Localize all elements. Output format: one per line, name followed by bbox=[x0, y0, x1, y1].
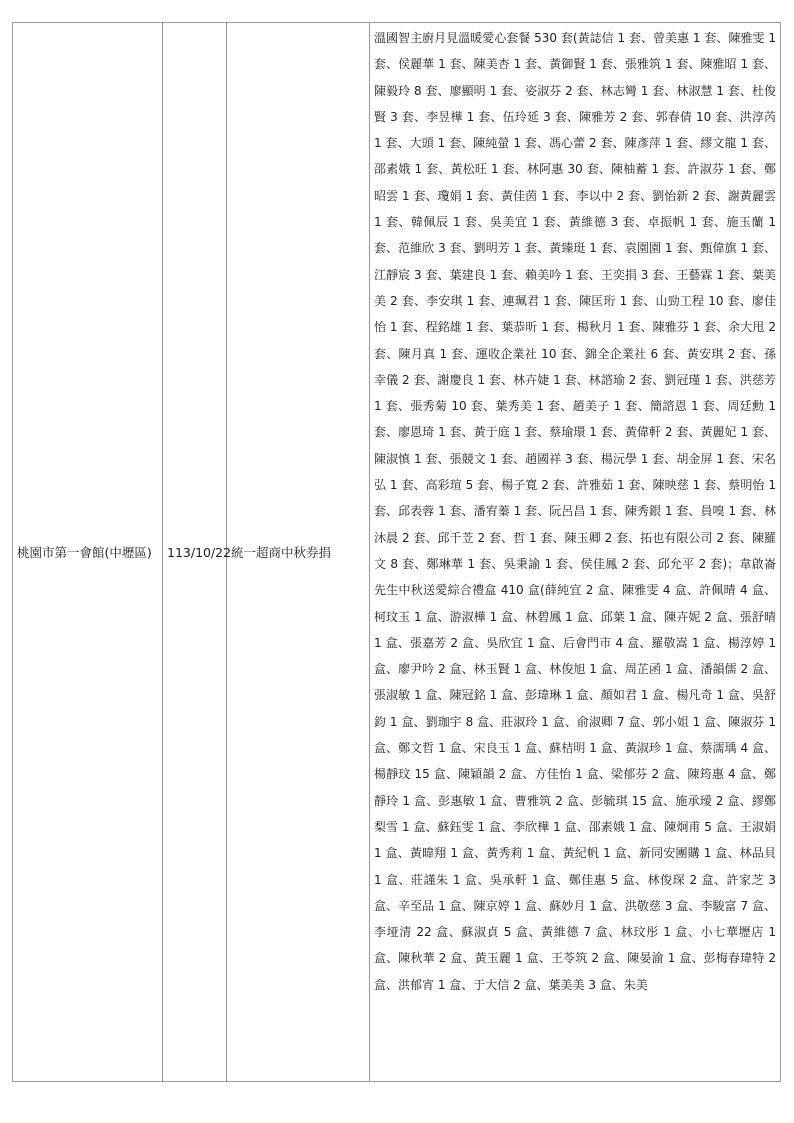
table-row bbox=[13, 23, 781, 1082]
donation-detail: 溫國智主廚月見溫暖愛心套餐 530 套(黃誌信 1 套、曾美惠 1 套、陳雅雯 1 套、侯麗華 1 套、陳美杏 1 套、黃御賢 1 套、張雅筑 1 套、陳雅昭 1 套、陳毅玲 8 套、廖顯明 1 套、姿淑芬 2 套、林志彎 1 套、林淑慧 1 套、杜俊賢 3 套、李昱樺 1 套、伍玲延 3 套、陳雅芳 2 套、郭春倩 10 套、洪淳芮 1 套、大頭 1 套、陳純螢 1 套、馮心蕾 2 套、陳彥萍 1 套、繆文龍 1 套、邵素娥 1 套、黃松旺 1 套、林阿惠 30 套、陳柚蓄 1 套、許淑芬 1 套、鄭昭雲 1 套、瓊娟 1 套、黃佳茵 1 套、李以中 2 套、劉怡新 2 套、謝黃麗雲 1 套、韓佩辰 1 套、吳美宜 1 套、黃維德 3 套、卓振帆 1 套、施玉蘭 1 套、范維欣 3 套、劉明芳 1 套、黃臻珽 1 套、袁園園 1 套、甄偉旗 1 套、江靜宸 3 套、葉建良 1 套、賴美吟 1 套、王奕捐 3 套、王藝霖 1 套、葉美美 2 套、李安琪 1 套、連珮君 1 套、陳匡珩 1 套、山勁工程 10 套、廖佳怡 1 套、程銘雄 1 套、葉恭昕 1 套、楊秋月 1 套、陳雅芬 1 套、余大甩 2 套、陳月真 1 套、運收企業社 10 套、錦全企業社 6 套、黃安琪 2 套、孫幸儀 2 套、謝慶良 1 套、林卉婕 1 套、林諮瑜 2 套、劉冠瑾 1 套、洪慈芳 1 套、張秀菊 10 套、葉秀美 1 套、趙美子 1 套、簡諮恩 1 套、周廷勳 1 套、廖恩琦 1 套、黃于庭 1 套、蔡瑜環 1 套、黃偉軒 2 套、黃麗妃 1 套、陳淑慎 1 套、張競文 1 套、趙國祥 3 套、楊沅學 1 套、胡金屏 1 套、宋名弘 1 套、高彩瑄 5 套、楊子寬 2 套、許雅茹 1 套、陳映慈 1 套、蔡明怡 1 套、邱表蓉 1 套、潘宥蓁 1 套、阮呂昌 1 套、陳秀銀 1 套、員嗅 1 套、林沐晨 2 套、邱千苙 2 套、哲 1 套、陳玉卿 2 套、拓也有限公司 2 套、陳羅文 8 套、鄭琳華 1 套、吳秉諭 1 套、侯佳鳳 2 套、邱允平 2 套)；韋啟崙先生中秋送愛綜合禮盒 410 盒(薛純宜 2 盒、陳雅雯 4 盒、許佩晴 4 盒、柯玟玉 1 盒、游淑樺 1 盒、林碧鳳 1 盒、邱葉 1 盒、陳卉妮 2 盒、張舒晴 1 盒、張嘉芳 2 盒、吳欣宜 1 盒、后會門市 4 盒、羅敬嵩 1 盒、楊淳婷 1 盒、廖尹吟 2 盒、林玉賢 1 盒、林俊旭 1 盒、周芷函 1 盒、潘韻儒 2 盒、張淑敏 1 盒、陳冠銘 1 盒、彭瑋琳 1 盒、顏如君 1 盒、楊凡奇 1 盒、吳舒鈞 1 盒、劉珈宇 8 盒、莊淑玲 1 盒、俞淑卿 7 盒、郭小姐 1 盒、陳淑芬 1 盒、鄭文哲 1 盒、宋良玉 1 盒、蘇桔明 1 盒、黃淑珍 1 盒、蔡濡瑀 4 盒、楊靜玟 15 盒、陳穎韻 2 盒、方佳怡 1 盒、梁郁芬 2 盒、陳筠惠 4 盒、鄭靜玲 1 盒、彭惠敏 1 盒、曹雅筑 2 盒、彭毓琪 15 盒、施承璦 2 盒、繆鄭梨雪 1 盒、蘇鈺雯 1 盒、李欣樺 1 盒、邵素娥 1 盒、陳炯甫 5 盒、王淑娟 1 盒、黃暐翔 1 盒、黃秀莉 1 盒、黃紀帆 1 盒、新同安團購 1 盒、林品貝 1 盒、莊謹朱 1 盒、吳承軒 1 盒、鄭佳惠 5 盒、林俊琛 2 盒、許家芝 3 盒、辛至品 1 盒、陳京婷 1 盒、蘇妙月 1 盒、洪敬慈 3 盒、李駿富 7 盒、李垭清 22 盒、蘇淑貞 5 盒、黃維德 7 盒、林玟彤 1 盒、小七華壢店 1 盒、陳秋華 2 盒、黃玉麗 1 盒、王苓筑 2 盒、陳晏渝 1 盒、彭梅春瑋特 2 盒、洪郁宵 1 盒、于大信 2 盒、葉美美 3 盒、朱美 bbox=[374, 31, 776, 992]
detail-cell bbox=[370, 23, 781, 1082]
receiving-unit-cell bbox=[13, 23, 163, 1082]
date-cell bbox=[163, 23, 232, 1082]
donation-date: 113/10/22 bbox=[167, 544, 232, 560]
receiving-unit: 桃園市第一會館(中壢區) bbox=[17, 545, 152, 560]
donation-table bbox=[12, 22, 781, 1082]
donation-event: 統一超商中秋券捐 bbox=[231, 545, 332, 560]
event-cell bbox=[227, 23, 370, 1082]
